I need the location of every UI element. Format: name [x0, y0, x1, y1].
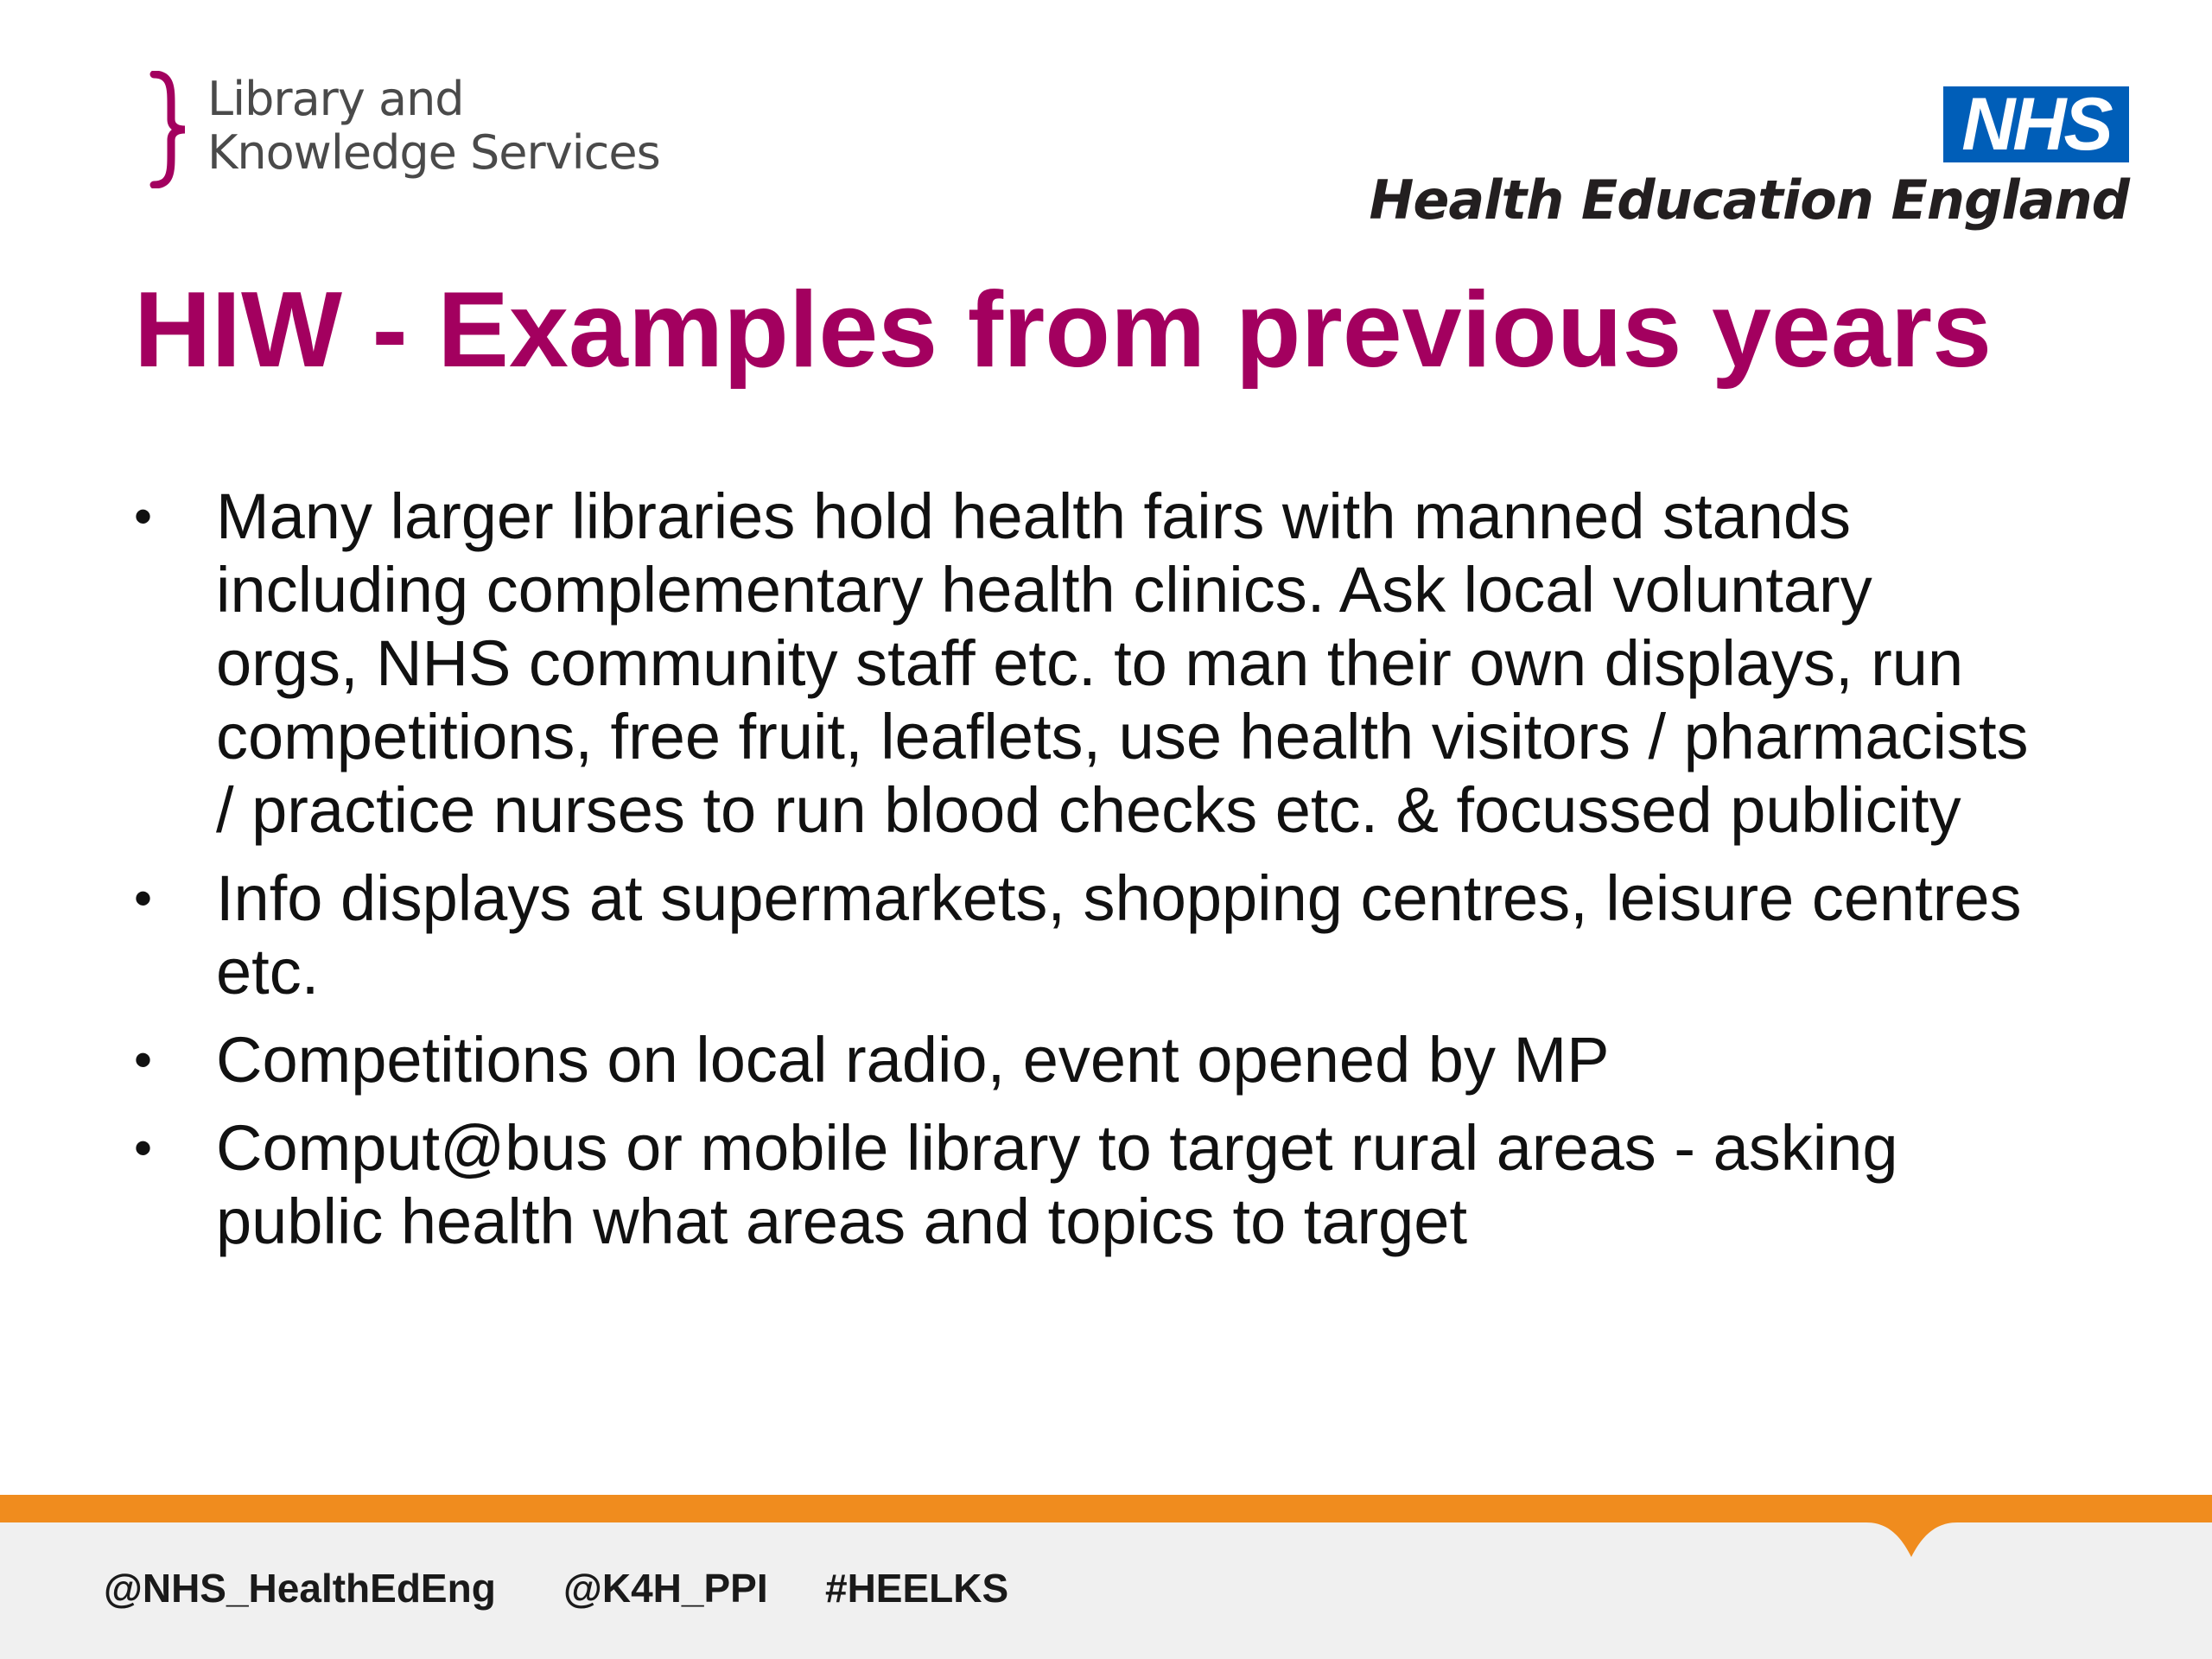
- bullet-icon: •: [134, 1031, 153, 1089]
- organisation-name: Health Education England: [1369, 168, 2129, 232]
- lks-bracket-icon: [147, 71, 190, 188]
- lks-logo-line2: Knowledge Services: [207, 125, 660, 180]
- bullet-list: [130, 480, 2031, 1273]
- bullet-item: [130, 861, 2031, 1008]
- bullet-icon: •: [134, 869, 153, 927]
- footer-twitter-handle-hee[interactable]: @NHS_HealthEdEng: [104, 1566, 496, 1611]
- lks-logo: [147, 71, 665, 192]
- lks-logo-text: [207, 73, 660, 180]
- lks-logo-line1: Library and: [207, 72, 464, 126]
- bullet-item: [130, 1111, 2031, 1258]
- footer-hashtag[interactable]: #HEELKS: [825, 1566, 1009, 1611]
- bullet-text: Info displays at supermarkets, shopping centres, leisure centres etc.: [216, 862, 2022, 1007]
- bullet-item: [130, 480, 2031, 847]
- slide-title: HIW - Examples from previous years: [134, 270, 1993, 390]
- bullet-item: [130, 1023, 2031, 1096]
- bullet-text: Many larger libraries hold health fairs with manned stands including complementary health clinics. Ask local voluntary orgs, NHS community staff etc. to man their own displays, run competitions, free fruit, leaflets, use health visitors / pharmacists / practice nurses to run blood checks etc. & focussed publicity: [216, 480, 2029, 846]
- bullet-text: Competitions on local radio, event opened by MP: [216, 1024, 1610, 1096]
- footer-twitter-handle-k4h[interactable]: @K4H_PPI: [563, 1566, 768, 1611]
- nhs-logo: NHS: [1943, 86, 2129, 162]
- bullet-text: Comput@bus or mobile library to target rural areas - asking public health what areas and topics to target: [216, 1112, 1898, 1257]
- bullet-icon: •: [134, 487, 153, 545]
- bullet-icon: •: [134, 1119, 153, 1177]
